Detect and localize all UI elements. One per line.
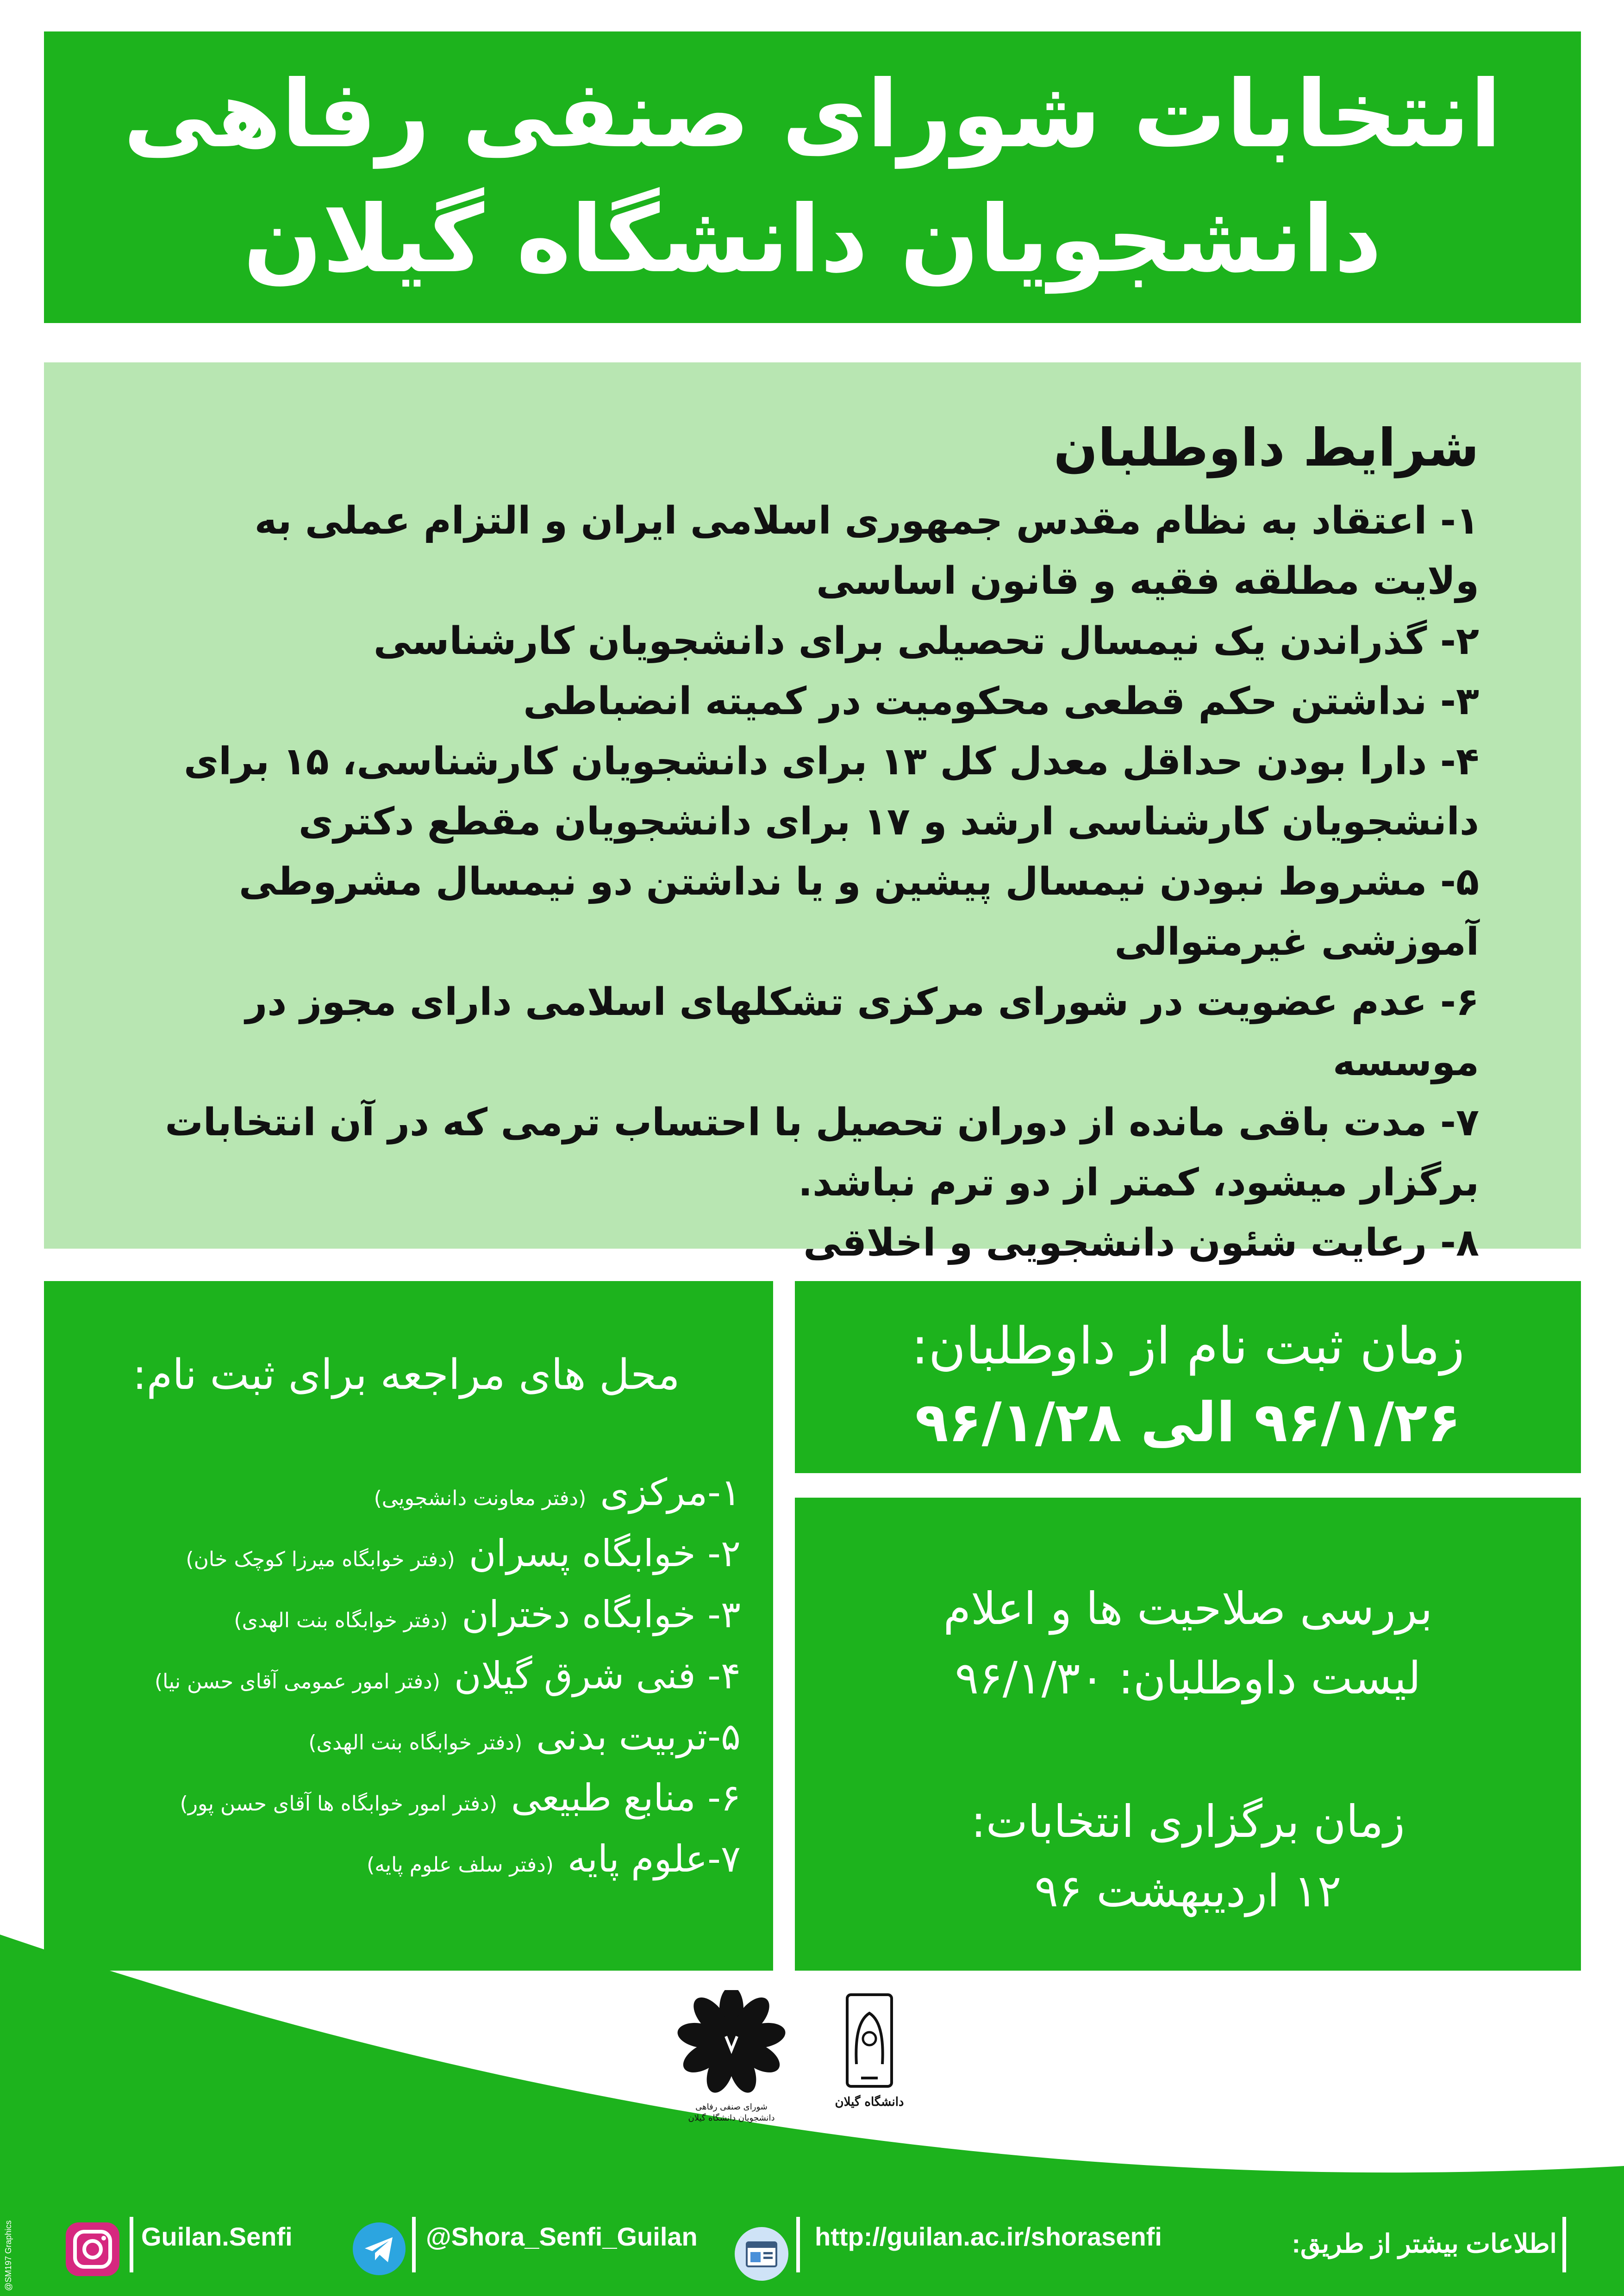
separator <box>130 2217 133 2272</box>
condition-item: ۸- رعایت شئون دانشجویی و اخلاقی <box>803 1221 1479 1265</box>
separator <box>1562 2217 1566 2272</box>
website-link[interactable]: http://guilan.ac.ir/shorasenfi <box>815 2222 1162 2251</box>
condition-item: ۳- نداشتن حکم قطعی محکومیت در کمیته انضباطی <box>523 679 1479 723</box>
telegram-icon <box>352 2221 406 2276</box>
more-info-label: اطلاعات بیشتر از طریق: <box>1292 2229 1557 2258</box>
condition-item: ۷- مدت باقی مانده از دوران تحصیل با احتساب ترمی که در آن انتخابات برگزار میشود، کمتر از دو ترم نباشد. <box>165 1101 1479 1205</box>
location-note: (دفتر خوابگاه میرزا کوچک خان) <box>186 1548 455 1571</box>
conditions-heading: شرایط داوطلبان <box>1053 418 1479 478</box>
logos-group <box>676 1990 917 2129</box>
election-date: ۱۲ اردیبهشت ۹۶ <box>1034 1865 1342 1917</box>
review-line-1: بررسی صلاحیت ها و اعلام <box>943 1583 1433 1635</box>
title-line-2: دانشجویان دانشگاه گیلان <box>243 186 1382 293</box>
location-name: ۳- خوابگاه دختران <box>462 1593 741 1636</box>
location-name: ۷-علوم پایه <box>567 1837 741 1880</box>
location-note: (دفتر سلف علوم پایه) <box>367 1853 554 1877</box>
condition-item: ۲- گذراندن یک نیمسال تحصیلی برای دانشجویان کارشناسی <box>373 619 1479 663</box>
location-item <box>72 1654 741 1715</box>
footer-bar <box>0 2208 1624 2296</box>
election-label: زمان برگزاری انتخابات: <box>971 1796 1405 1848</box>
location-item <box>72 1837 741 1898</box>
telegram-link[interactable]: @Shora_Senfi_Guilan <box>426 2222 698 2251</box>
separator <box>796 2217 800 2272</box>
university-logo-text: دانشگاه گیلان <box>835 2095 904 2109</box>
registration-dates: ۹۶/۱/۲۶ الی ۹۶/۱/۲۸ <box>915 1390 1461 1454</box>
council-logo-icon <box>676 1990 787 2097</box>
locations-list <box>72 1471 741 1898</box>
council-logo-text-2: دانشجویان دانشگاه گیلان <box>688 2113 775 2123</box>
location-name: ۵-تربیت بدنی <box>536 1715 741 1758</box>
review-line-2: لیست داوطلبان: ۹۶/۱/۳۰ <box>955 1652 1421 1704</box>
designer-credit: @SM197 Graphics <box>4 2220 13 2291</box>
condition-item: ۴- دارا بودن حداقل معدل کل ۱۳ برای دانشجویان کارشناسی، ۱۵ برای دانشجویان کارشناسی ارشد و ۱۷ برای دانشجویان مقطع دکتری <box>184 740 1479 844</box>
location-note: (دفتر خوابگاه بنت الهدی) <box>308 1731 523 1755</box>
registration-panel <box>795 1281 1581 1473</box>
condition-item: ۶- عدم عضویت در شورای مرکزی تشکلهای اسلامی دارای مجوز در موسسه <box>245 980 1479 1084</box>
title-banner <box>44 31 1581 323</box>
instagram-icon <box>65 2221 120 2277</box>
location-note: (دفتر معاونت دانشجویی) <box>374 1487 587 1510</box>
location-item <box>72 1532 741 1593</box>
location-note: (دفتر امور عمومی آقای حسن نیا) <box>155 1670 440 1693</box>
registration-label: زمان ثبت نام از داوطلبان: <box>911 1316 1465 1375</box>
location-item <box>72 1471 741 1532</box>
locations-panel <box>44 1281 773 1971</box>
title-line-1: انتخابات شورای صنفی رفاهی <box>123 61 1502 168</box>
location-item <box>72 1715 741 1776</box>
location-item <box>72 1593 741 1654</box>
location-name: ۶- منابع طبیعی <box>511 1776 741 1819</box>
locations-heading: محل های مراجعه برای ثبت نام: <box>132 1350 680 1399</box>
conditions-panel <box>44 362 1581 1265</box>
condition-item: ۱- اعتقاد به نظام مقدس جمهوری اسلامی ایران و التزام عملی به ولایت مطلقه فقیه و قانون اساسی <box>254 499 1479 603</box>
location-name: ۴- فنی شرق گیلان <box>454 1654 741 1697</box>
location-item <box>72 1776 741 1837</box>
website-icon <box>734 2226 789 2282</box>
separator <box>412 2217 416 2272</box>
location-name: ۱-مرکزی <box>600 1471 741 1514</box>
location-name: ۲- خوابگاه پسران <box>468 1532 741 1575</box>
review-panel <box>795 1498 1581 1971</box>
university-logo-icon <box>847 1995 892 2086</box>
instagram-link[interactable]: Guilan.Senfi <box>141 2222 293 2251</box>
condition-item: ۵- مشروط نبودن نیمسال پیشین و یا نداشتن دو نیمسال مشروطی آموزشی غیرمتوالی <box>238 860 1479 964</box>
location-note: (دفتر خوابگاه بنت الهدی) <box>234 1609 448 1632</box>
council-logo-text-1: شورای صنفی رفاهی <box>695 2102 768 2112</box>
location-note: (دفتر امور خوابگاه ها آقای حسن پور) <box>180 1792 497 1816</box>
